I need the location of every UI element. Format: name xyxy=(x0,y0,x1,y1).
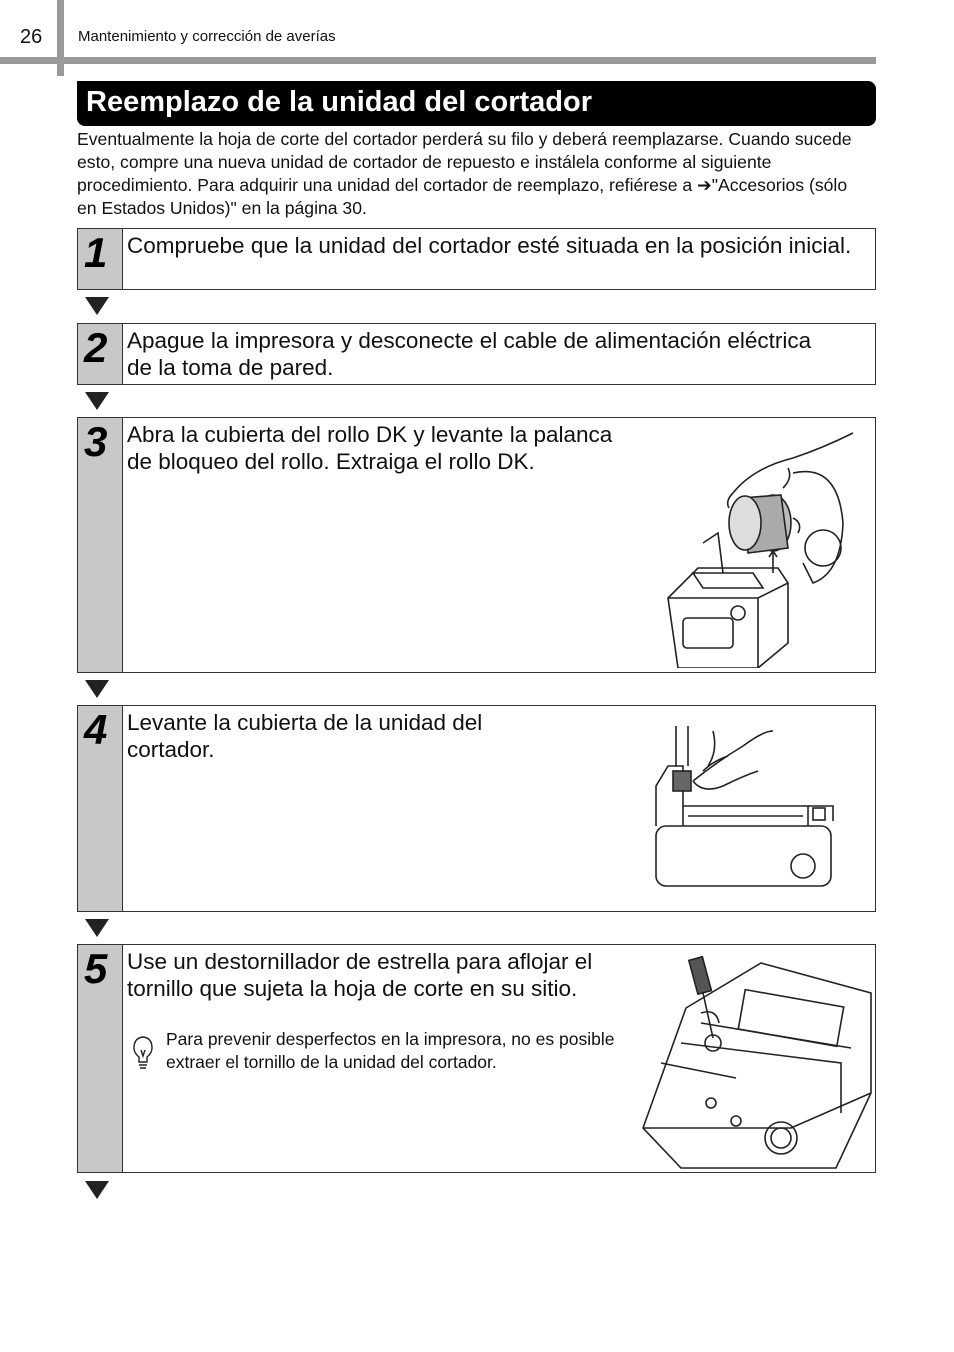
down-arrow-icon xyxy=(85,1181,109,1199)
step-number: 4 xyxy=(84,706,108,753)
step-text: Apague la impresora y desconecte el cable de alimentación eléctrica de la toma de pared. xyxy=(127,328,812,380)
down-arrow-icon xyxy=(85,680,109,698)
printer-open-roll-illustration xyxy=(663,423,858,668)
step-text: Use un destornillador de estrella para aflojar el tornillo que sujeta la hoja de corte en su sitio. xyxy=(127,949,593,1001)
step-number-column xyxy=(78,945,123,1172)
step-4 xyxy=(77,705,876,912)
page-title: Reemplazo de la unidad del cortador xyxy=(86,86,592,118)
intro-paragraph: Eventualmente la hoja de corte del cortador perderá su filo y deberá reemplazarse. Cuando sucede esto, compre una nueva unidad de cortador de repuesto e instálela conforme al siguiente procedimiento. Para adquirir una unidad del cortador de reemplazo, refiérese a ➔"Accesorios (sólo en Estados Unidos)" en la página 30. xyxy=(77,129,852,218)
step-number: 2 xyxy=(84,324,108,371)
cutter-cover-illustration xyxy=(648,726,848,896)
step-1 xyxy=(77,228,876,290)
down-arrow-icon xyxy=(85,919,109,937)
down-arrow-icon xyxy=(85,297,109,315)
step-text: Abra la cubierta del rollo DK y levante la palanca de bloqueo del rollo. Extraiga el rollo DK. xyxy=(127,422,613,474)
page-number: 26 xyxy=(20,26,43,48)
step-number-column xyxy=(78,229,123,289)
step-number: 1 xyxy=(84,229,108,276)
title-bar xyxy=(77,81,876,126)
step-text: Compruebe que la unidad del cortador esté situada en la posición inicial. xyxy=(127,233,852,258)
step-text: Levante la cubierta de la unidad del cortador. xyxy=(127,710,483,762)
note-text: Para prevenir desperfectos en la impresora, no es posible extraer el tornillo de la unidad del cortador. xyxy=(166,1029,615,1072)
step-2 xyxy=(77,323,876,385)
down-arrow-icon xyxy=(85,392,109,410)
header-horizontal-rule xyxy=(0,57,876,64)
screwdriver-cutter-illustration xyxy=(641,953,873,1171)
lightbulb-icon xyxy=(131,1034,155,1070)
step-number-column xyxy=(78,418,123,672)
section-title: Mantenimiento y corrección de averías xyxy=(78,28,336,45)
header-vertical-rule xyxy=(57,0,64,76)
step-number: 3 xyxy=(84,418,108,465)
step-number: 5 xyxy=(84,945,108,992)
step-number-column xyxy=(78,706,123,911)
step-3 xyxy=(77,417,876,673)
step-number-column xyxy=(78,324,123,384)
